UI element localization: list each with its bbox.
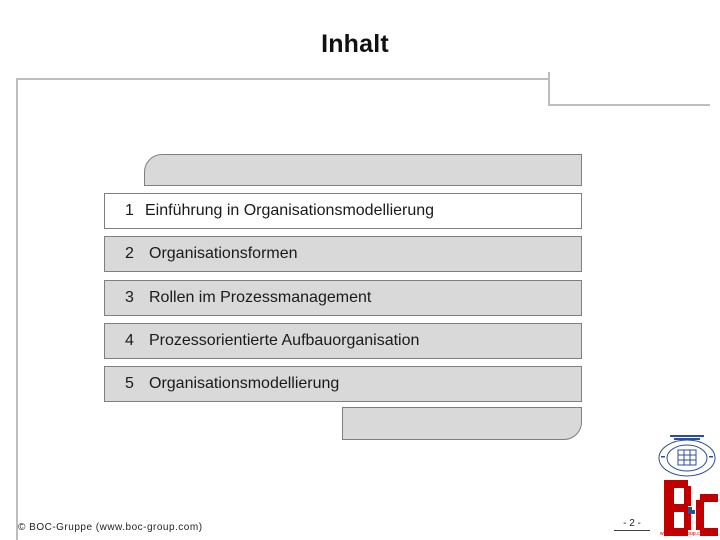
boc-logo-url: www.boc-group.com: [660, 531, 707, 537]
agenda-item-number: 5: [125, 375, 134, 392]
agenda-item-label: Organisationsformen: [149, 245, 298, 262]
agenda-item-label: Einführung in Organisationsmodellierung: [145, 202, 435, 219]
agenda-item-number: 3: [125, 289, 134, 306]
university-seal-icon: [656, 434, 718, 478]
agenda-item-4[interactable]: [104, 323, 582, 359]
agenda-item-label: Prozessorientierte Aufbauorganisation: [149, 332, 420, 349]
agenda-item-1[interactable]: [104, 193, 582, 229]
slide-title: Inhalt: [321, 30, 389, 58]
agenda-item-label: Rollen im Prozessmanagement: [149, 289, 372, 306]
agenda-item-number: 4: [125, 332, 134, 349]
frame-corner-tab: [548, 72, 710, 106]
agenda-item-number: 2: [125, 245, 134, 262]
agenda-item-5[interactable]: [104, 366, 582, 402]
agenda-top-bar: [144, 154, 582, 186]
agenda-item-label: Organisationsmodellierung: [149, 375, 340, 392]
agenda-item-3[interactable]: [104, 280, 582, 316]
page-number: - 2 -: [614, 518, 650, 531]
agenda-bottom-bar: [342, 407, 582, 440]
footer-copyright: © BOC-Gruppe (www.boc-group.com): [18, 522, 203, 533]
agenda-item-number: 1: [125, 202, 134, 219]
agenda-item-2[interactable]: [104, 236, 582, 272]
boc-logo-icon: [664, 480, 718, 536]
